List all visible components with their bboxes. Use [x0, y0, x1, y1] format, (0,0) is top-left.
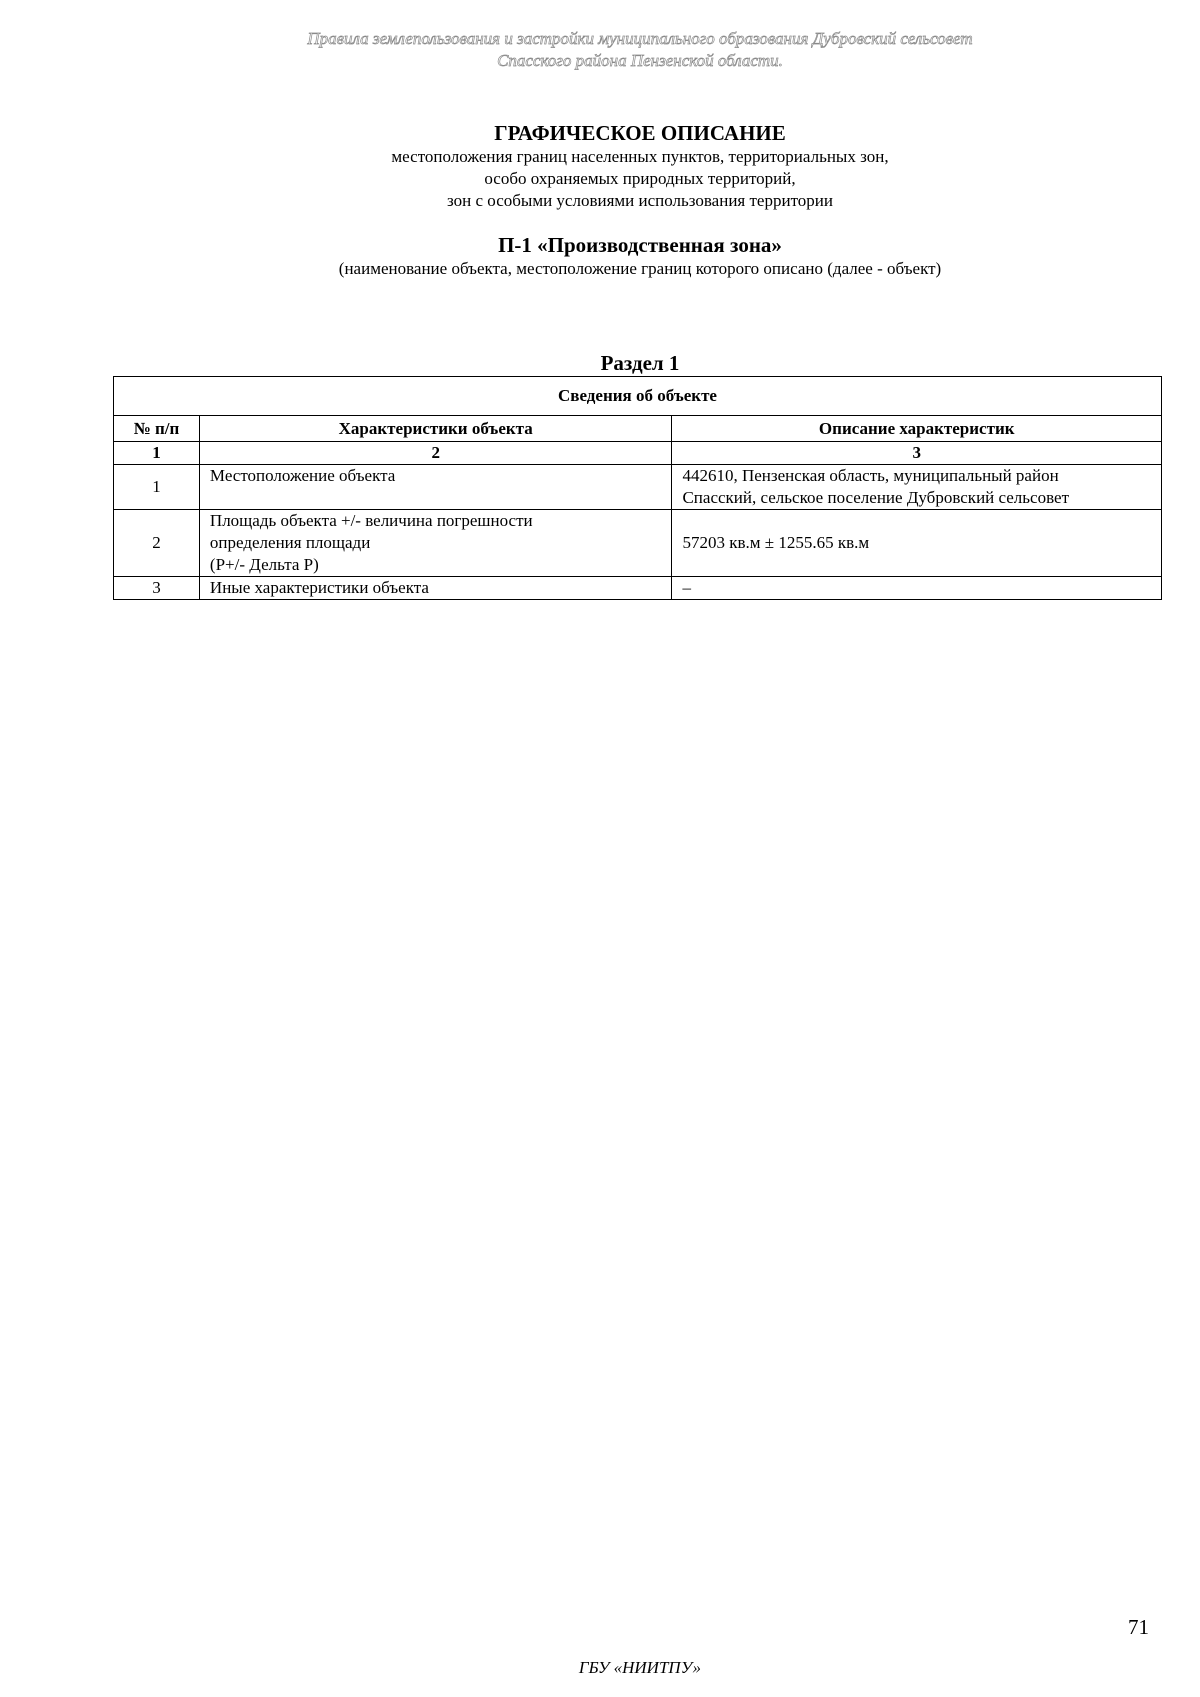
- row-characteristic: [199, 510, 672, 577]
- characteristic-line: Местоположение объекта: [209, 466, 396, 485]
- table-caption: Сведения об объекте: [114, 377, 1162, 416]
- row-description: [672, 510, 1162, 577]
- header-description: Описание характеристик: [672, 416, 1162, 442]
- row-description: [672, 577, 1162, 600]
- table-row: [114, 510, 1162, 577]
- table-caption-row: [114, 377, 1162, 416]
- table-row: [114, 577, 1162, 600]
- section-title: Раздел 1: [600, 351, 680, 375]
- row-characteristic: [199, 577, 672, 600]
- column-number: 1: [114, 442, 200, 465]
- header-characteristics: Характеристики объекта: [199, 416, 672, 442]
- subtitle-line-3: зон с особыми условиями использования территории: [447, 191, 833, 210]
- header-number: № п/п: [114, 416, 200, 442]
- description-line: Спасский, сельское поселение Дубровский сельсовет: [682, 488, 1069, 507]
- running-header: [0, 28, 1200, 72]
- row-number: 3: [114, 577, 200, 600]
- row-number: 2: [114, 510, 200, 577]
- zone-title: П-1 «Производственная зона»: [498, 233, 782, 257]
- characteristic-line: Иные характеристики объекта: [209, 578, 429, 597]
- characteristic-line: (Р+/- Дельта Р): [209, 555, 319, 574]
- description-line: 442610, Пензенская область, муниципальный район: [682, 466, 1059, 485]
- zone-note: (наименование объекта, местоположение границ которого описано (далее - объект): [338, 259, 942, 278]
- description-line: 57203 кв.м ± 1255.65 кв.м: [682, 533, 870, 552]
- page-footer: ГБУ «НИИТПУ»: [578, 1658, 702, 1677]
- row-characteristic: [199, 465, 672, 510]
- running-header-line-2: Спасского района Пензенской области.: [497, 51, 783, 70]
- subtitle-line-1: местоположения границ населенных пунктов, территориальных зон,: [391, 147, 889, 166]
- subtitle-line-2: особо охраняемых природных территорий,: [484, 169, 796, 188]
- title-block: [0, 120, 1200, 280]
- description-line: –: [682, 578, 691, 597]
- row-description: [672, 465, 1162, 510]
- page-number: 71: [1128, 1615, 1149, 1639]
- characteristic-line: Площадь объекта +/- величина погрешности: [209, 511, 533, 530]
- object-info-table: [113, 376, 1162, 600]
- column-number-row: [114, 442, 1162, 465]
- table-row: [114, 465, 1162, 510]
- table-header-row: [114, 416, 1162, 442]
- column-number: 3: [672, 442, 1162, 465]
- column-number: 2: [199, 442, 672, 465]
- document-title: ГРАФИЧЕСКОЕ ОПИСАНИЕ: [494, 121, 786, 145]
- characteristic-line: определения площади: [209, 533, 371, 552]
- running-header-line-1: Правила землепользования и застройки муниципального образования Дубровский сельсовет: [307, 29, 973, 48]
- row-number: 1: [114, 465, 200, 510]
